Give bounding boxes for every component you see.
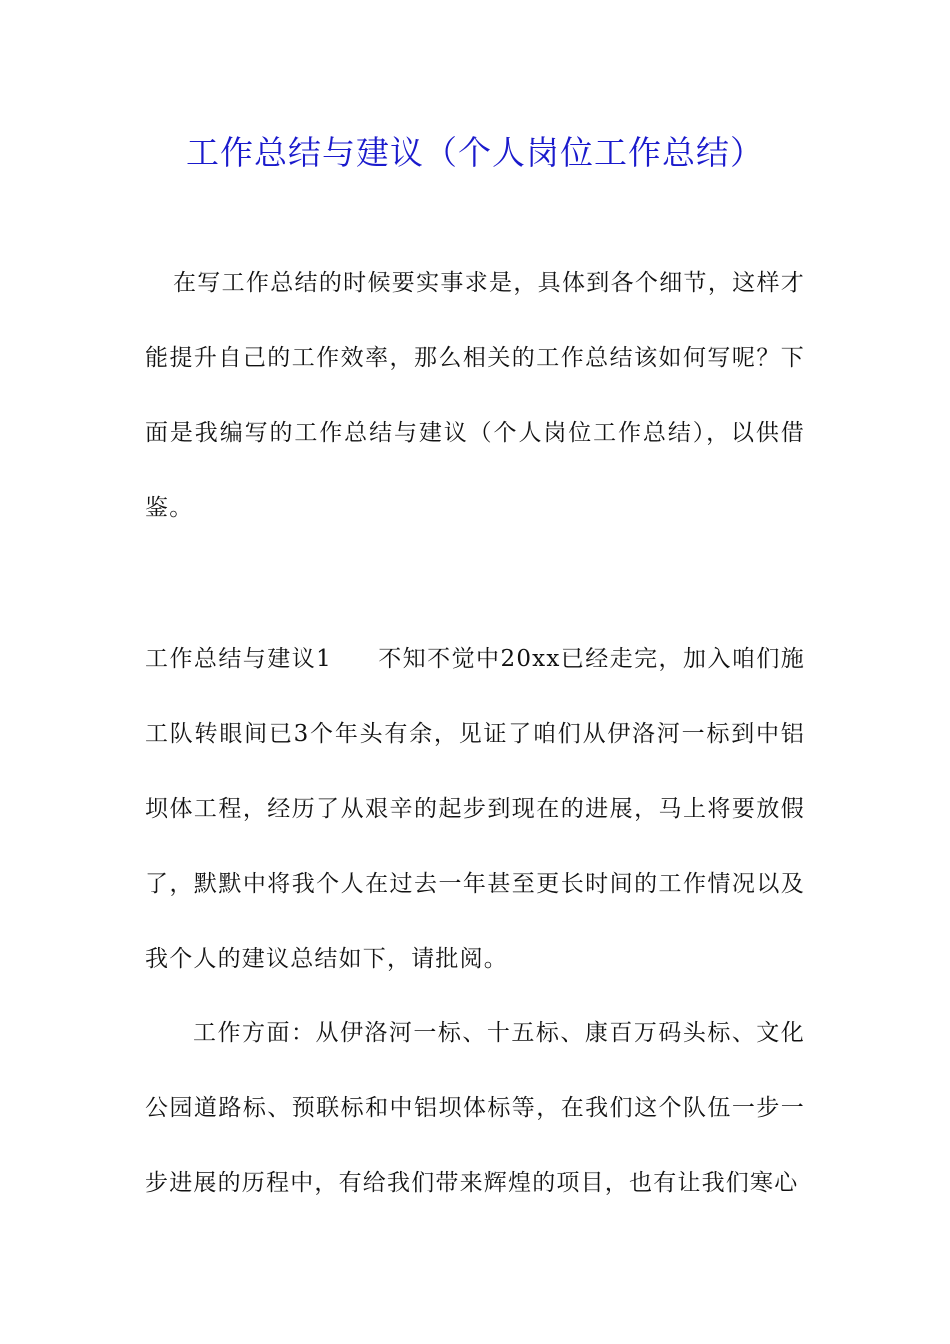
work-paragraph: 工作方面：从伊洛河一标、十五标、康百万码头标、文化公园道路标、预联标和中铝坝体标等，在我们这个队伍一步一步进展的历程中，有给我们带来辉煌的项目，也有让我们寒心 bbox=[145, 1020, 805, 1196]
intro-paragraph: 在写工作总结的时候要实事求是，具体到各个细节，这样才能提升自己的工作效率，那么相关的工作总结该如何写呢？下面是我编写的工作总结与建议（个人岗位工作总结），以供借鉴。 bbox=[145, 270, 805, 521]
section-paragraph bbox=[145, 622, 805, 997]
section-heading: 工作总结与建议1 bbox=[145, 646, 332, 672]
section-body: 不知不觉中20xx已经走完，加入咱们施工队转眼间已3个年头有余，见证了咱们从伊洛河一标到中铝坝体工程，经历了从艰辛的起步到现在的进展，马上将要放假了，默默中将我个人在过去一年甚至更长时间的工作情况以及我个人的建议总结如下，请批阅。 bbox=[145, 646, 805, 972]
document-title: 工作总结与建议（个人岗位工作总结） bbox=[186, 133, 764, 172]
